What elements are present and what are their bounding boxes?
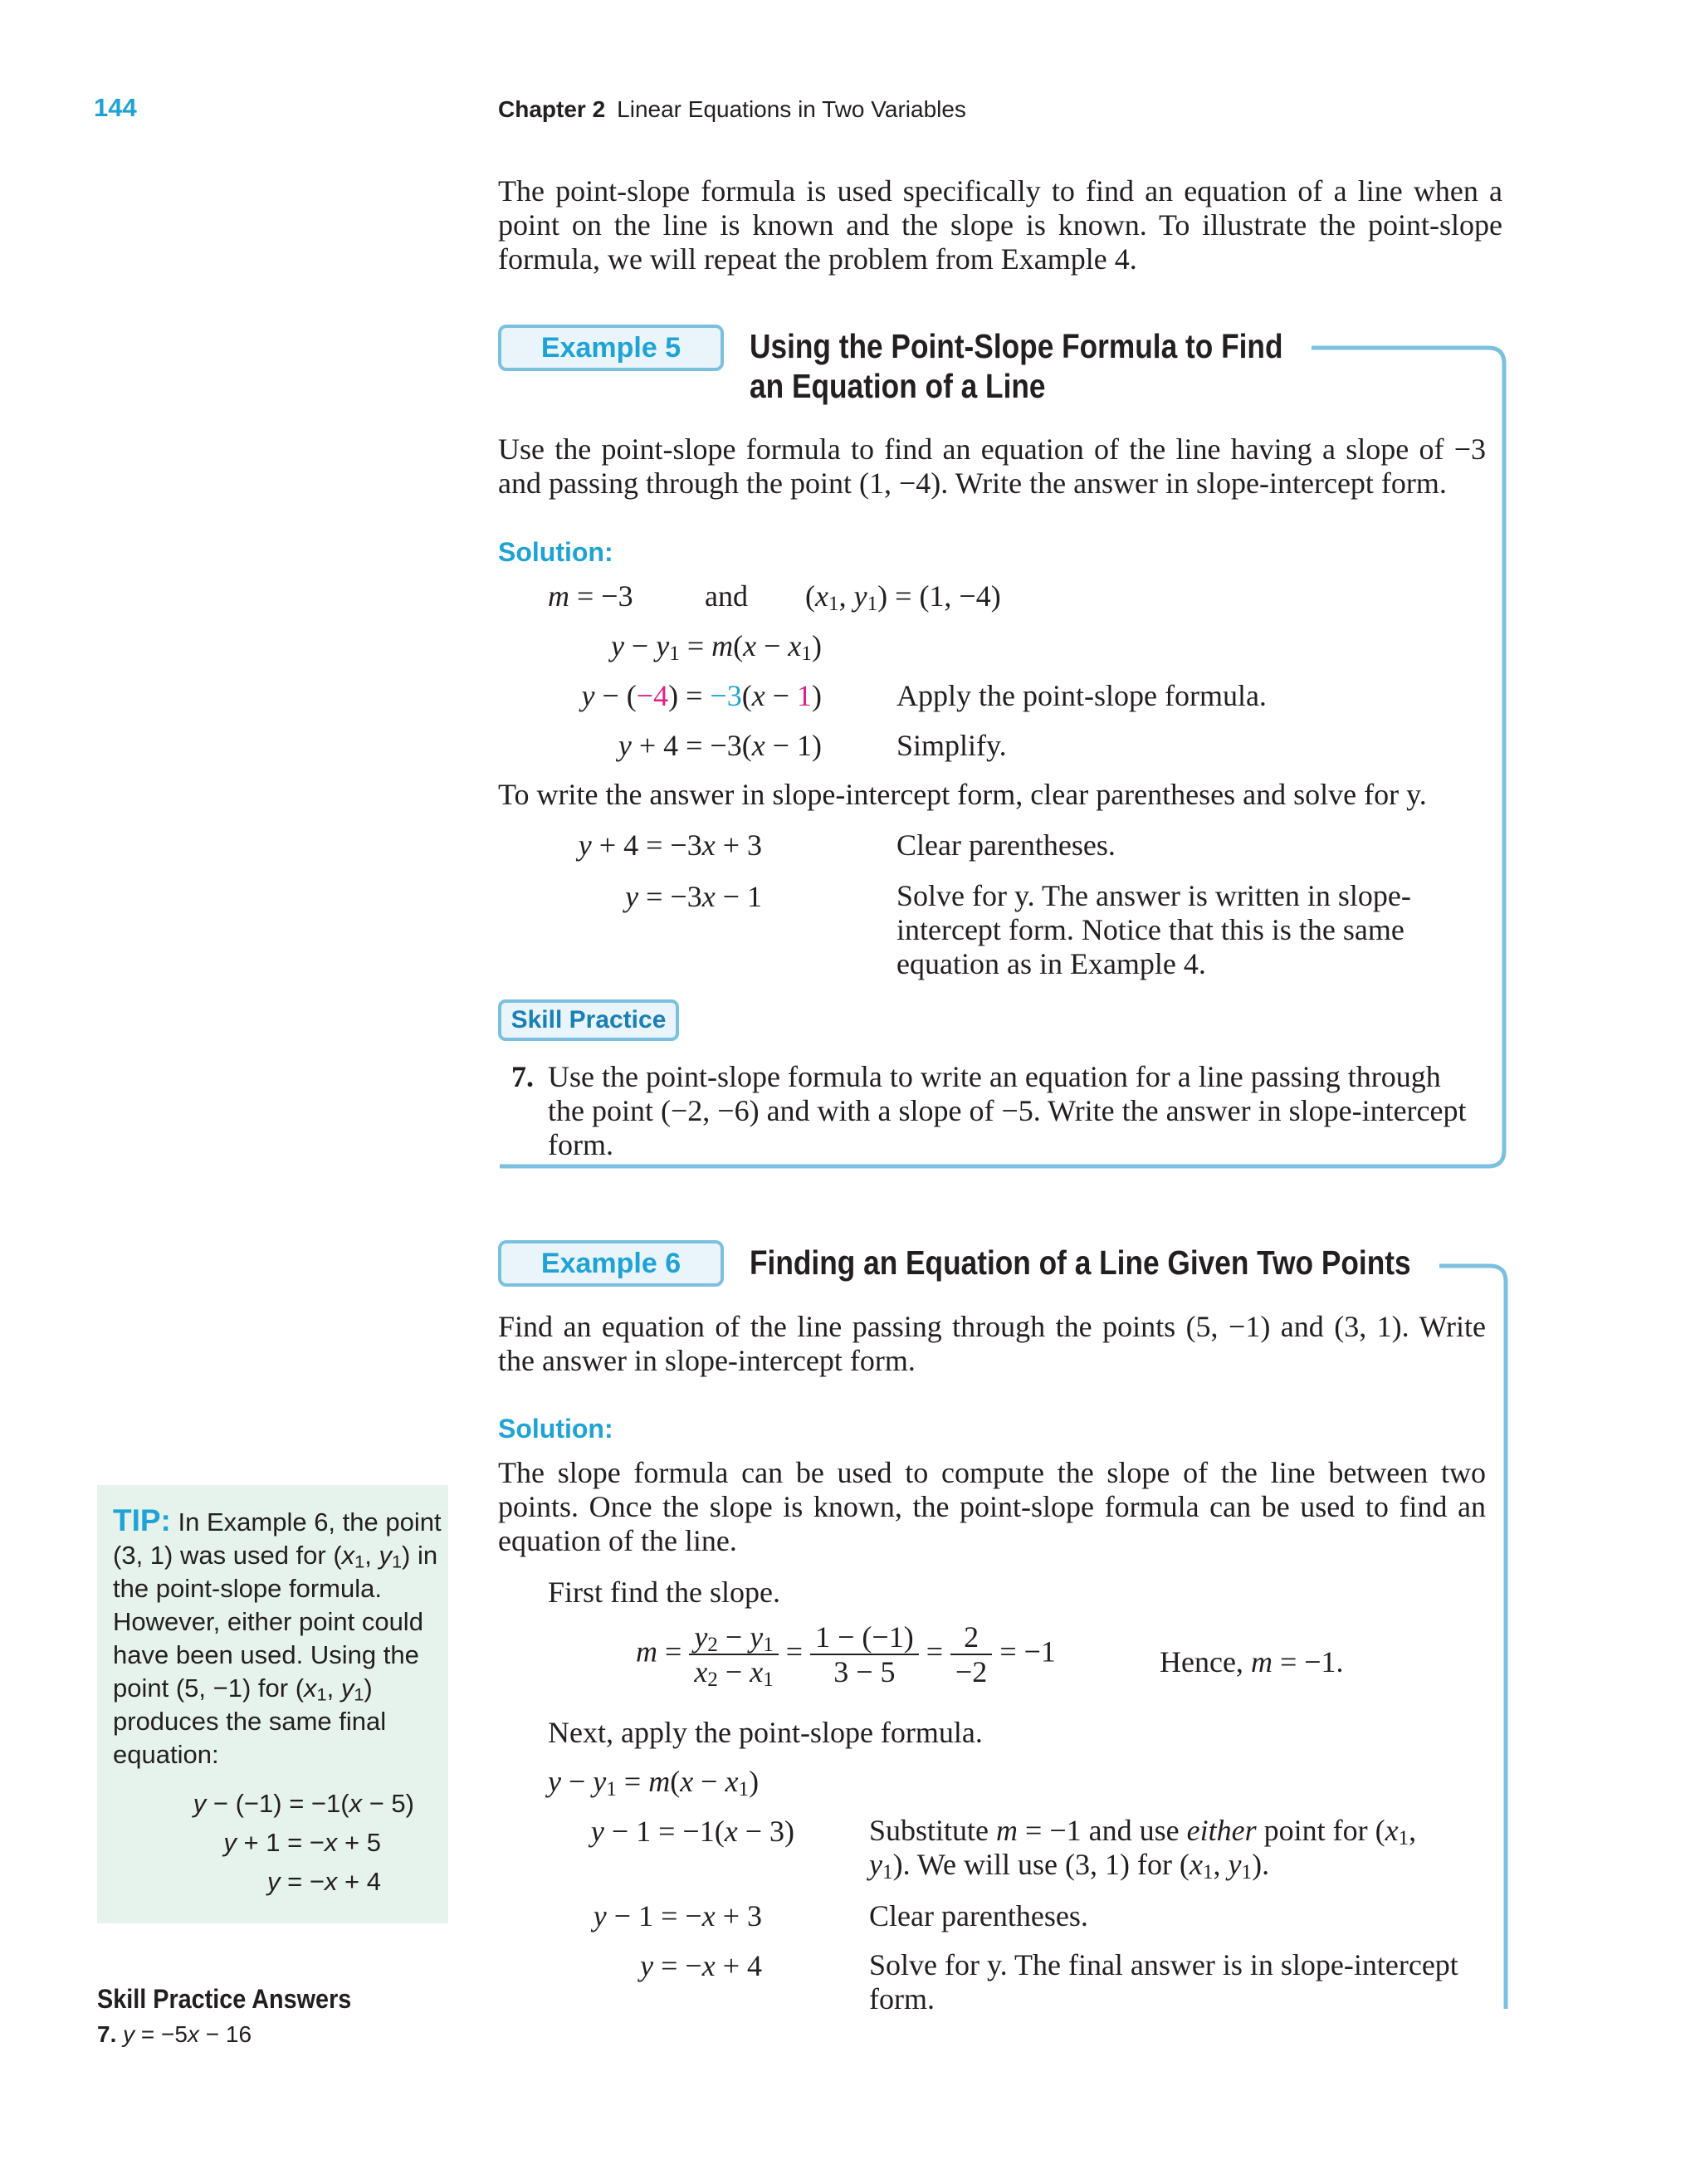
ex6-step-clear: y − 1 = −x + 3 bbox=[593, 1899, 762, 1932]
chapter-title: Linear Equations in Two Variables bbox=[617, 96, 966, 122]
example6-problem: Find an equation of the line passing through the points (5, −1) and (3, 1). Write the answer in slope-intercept form. bbox=[498, 1310, 1486, 1377]
ex6-formula: $y - y_1 = m(x - x_1)$ bbox=[548, 1765, 760, 1801]
ex5-step-solve: y = −3x − 1 bbox=[625, 880, 762, 913]
example6-solution-label: Solution: bbox=[498, 1414, 613, 1444]
slope-reduced-fraction: $\frac{2}{-2}$ bbox=[950, 1620, 992, 1688]
ex5-formula: $y - y_1 = m(x - x_1)$ bbox=[610, 629, 822, 666]
ex5-note-apply: Apply the point-slope formula. bbox=[896, 679, 1267, 712]
ex6-hence: Hence, m = −1. bbox=[1160, 1645, 1344, 1678]
ex5-note-simplify: Simplify. bbox=[896, 729, 1007, 762]
ex5-step-clear: y + 4 = −3x + 3 bbox=[578, 828, 762, 862]
slope-values-fraction: $\frac{1 - (-1)}{3 - 5}$ bbox=[810, 1620, 919, 1688]
skill-practice-badge: Skill Practice bbox=[498, 999, 679, 1041]
ex6-note-clear: Clear parentheses. bbox=[869, 1899, 1088, 1932]
skill-practice-number: 7. bbox=[511, 1060, 534, 1093]
tip-equation-2: y + 1 = −x + 5 bbox=[223, 1828, 381, 1857]
ex6-step-substitute: y − 1 = −1(x − 3) bbox=[590, 1815, 794, 1848]
ex5-note-clear: Clear parentheses. bbox=[896, 828, 1116, 862]
ex6-step-final: y = −x + 4 bbox=[640, 1949, 762, 1982]
skill-practice-answers-title: Skill Practice Answers bbox=[97, 1984, 352, 2014]
tip-text: TIP: In Example 6, the point (3, 1) was used for ($x_1$, $y_1$) in the point-slope formula. However, either point could have been used. Using the point (5, −1) for ($x_1$, $y_1$) produces the same final equation: bbox=[113, 1503, 442, 1769]
example5-title-line1: Using the Point-Slope Formula to Find bbox=[750, 327, 1283, 365]
page-number: 144 bbox=[94, 93, 137, 122]
example5-title-line2: an Equation of a Line bbox=[750, 367, 1046, 405]
ex5-given-point: ($x_1$, $y_1) = (1$, −4) bbox=[805, 579, 1001, 616]
tip-equation-3: y = −x + 4 bbox=[266, 1867, 381, 1896]
ex5-given-and: and bbox=[705, 579, 748, 613]
ex5-note-solve: Solve for y. The answer is written in slope-intercept form. Notice that this is the same equation as in Example 4. bbox=[896, 879, 1411, 980]
running-header bbox=[498, 96, 966, 123]
skill-practice-text: Use the point-slope formula to write an equation for a line passing through the point (−2, −6) and with a slope of −5. Write the answer in slope-intercept form. bbox=[548, 1060, 1467, 1161]
ex5-step-substitute: y − (−4) = −3(x − 1) bbox=[581, 679, 822, 712]
ex6-next: Next, apply the point-slope formula. bbox=[548, 1716, 983, 1749]
ex5-transition: To write the answer in slope-intercept form, clear parentheses and solve for y. bbox=[498, 778, 1427, 811]
example5-problem: Use the point-slope formula to find an equation of the line having a slope of −3 and passing through the point (1, −4). Write the answer in slope-intercept form. bbox=[498, 432, 1486, 500]
example6-badge: Example 6 bbox=[498, 1240, 724, 1287]
tip-equation-1: y − (−1) = −1(x − 5) bbox=[193, 1789, 414, 1818]
ex6-note-substitute: Substitute m = −1 and use either point for ($x_1$, $y_1$). We will use (3, 1) for ($x_1$, $y_1$). bbox=[869, 1814, 1417, 1884]
ex5-given-m: m = −3 bbox=[548, 579, 633, 613]
ex5-step-simplify: y + 4 = −3(x − 1) bbox=[618, 729, 822, 762]
ex6-slope-computation: m = $\frac{y_2 - y_1}{x_2 - x_1}$ = $\frac{1 - (-1)}{3 - 5}$ = $\frac{2}{-2}$ = −1 bbox=[636, 1620, 1056, 1692]
example5-title bbox=[750, 326, 1282, 406]
slope-formula-fraction: $\frac{y_2 - y_1}{x_2 - x_1}$ bbox=[689, 1620, 778, 1688]
ex6-note-final: Solve for y. The final answer is in slope-intercept form. bbox=[869, 1948, 1458, 2015]
example6-title: Finding an Equation of a Line Given Two Points bbox=[750, 1243, 1411, 1282]
example5-solution-label: Solution: bbox=[498, 537, 613, 567]
example5-badge: Example 5 bbox=[498, 325, 724, 371]
skill-practice-answer-7: 7. y = −5x − 16 bbox=[97, 2021, 252, 2047]
intro-paragraph: The point-slope formula is used specifically to find an equation of a line when a point on the line is known and the slope is known. To illustrate the point-slope formula, we will repeat the problem from Example 4. bbox=[498, 174, 1502, 276]
example6-explanation: The slope formula can be used to compute the slope of the line between two points. Once the slope is known, the point-slope formula can be used to find an equation of the line. bbox=[498, 1456, 1486, 1557]
ex6-first-find: First find the slope. bbox=[548, 1576, 780, 1609]
tip-label: TIP: bbox=[113, 1503, 171, 1537]
chapter-label: Chapter 2 bbox=[498, 96, 606, 122]
